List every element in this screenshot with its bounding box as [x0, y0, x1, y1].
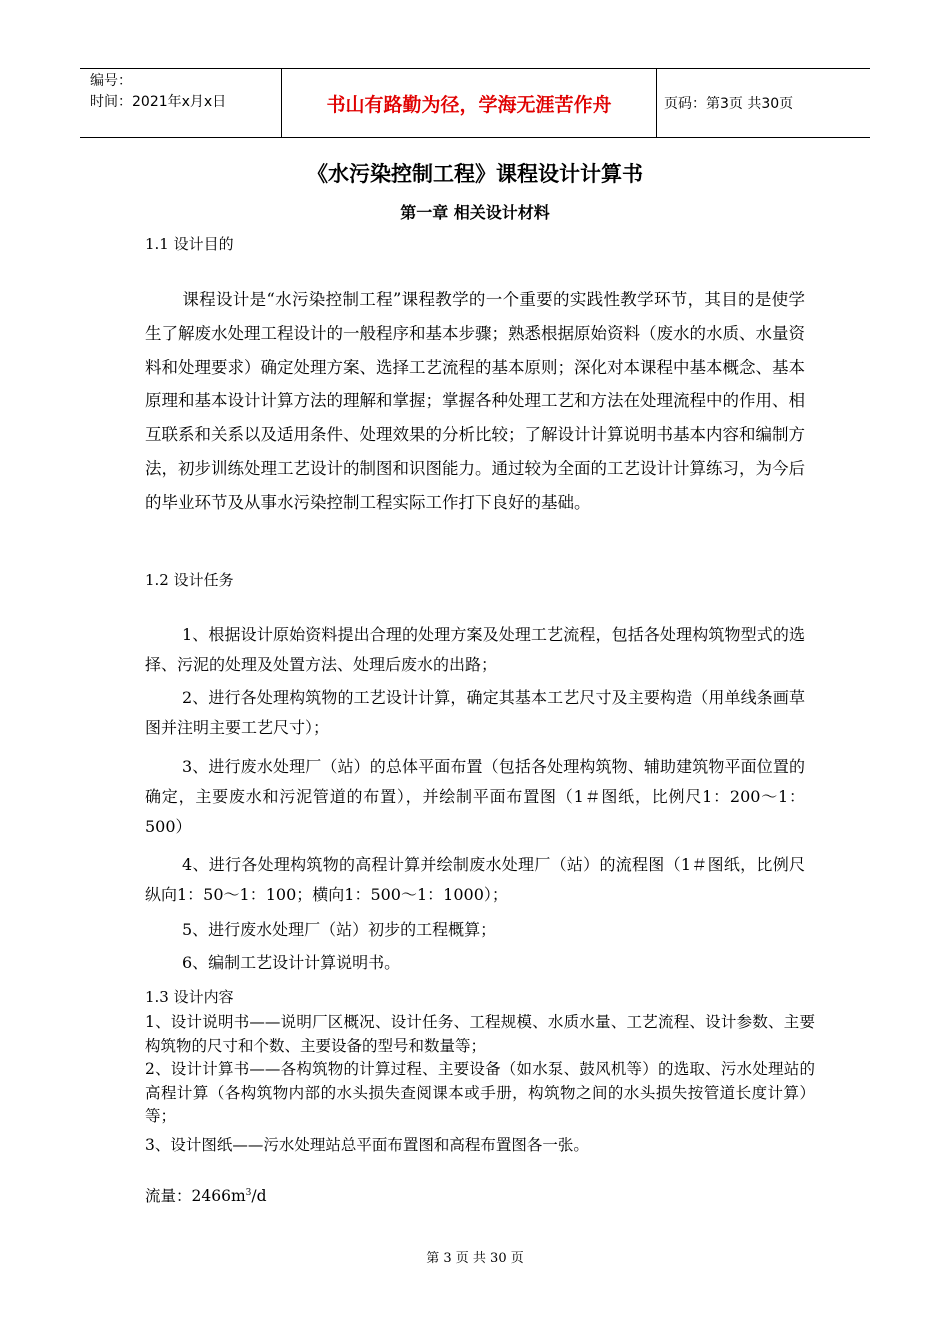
chapter-title: 第一章 相关设计材料 [400, 203, 550, 222]
section-heading-1-3: 1.3 设计内容 [145, 988, 234, 1006]
section-heading-1-2: 1.2 设计任务 [145, 571, 234, 589]
motto: 书山有路勤为径，学海无涯苦作舟 [281, 69, 657, 137]
purpose-text: 课程设计是“水污染控制工程”课程教学的一个重要的实践性教学环节，其目的是使学生了解废水处理工程设计的一般程序和基本步骤；熟悉根据原始资料（废水的水质、水量资料和处理要求）确定处理方案、选择工艺流程的基本原则；深化对本课程中基本概念、基本原理和基本设计计算方法的理解和掌握；掌握各种处理工艺和方法在处理流程中的作用、相互联系和关系以及适用条件、处理效果的分析比较；了解设计计算说明书基本内容和编制方法，初步训练处理工艺设计的制图和识图能力。通过较为全面的工艺设计计算练习，为今后的毕业环节及从事水污染控制工程实际工作打下良好的基础。 [145, 290, 805, 512]
task-item: 4、进行各处理构筑物的高程计算并绘制废水处理厂（站）的流程图（1＃图纸，比例尺纵向1：50～1：100；横向1：500～1：1000）； [145, 855, 805, 904]
task-item: 5、进行废水处理厂（站）初步的工程概算； [182, 920, 497, 939]
number-label: 编号： [90, 73, 132, 89]
time-label: 时间：2021年x月x日 [90, 94, 227, 110]
content-item: 2、设计计算书——各构筑物的计算过程、主要设备（如水泵、鼓风机等）的选取、污水处理站的高程计算（各构筑物内部的水头损失查阅课本或手册，构筑物之间的水头损失按管道长度计算）等； [145, 1060, 815, 1125]
task-item: 6、编制工艺设计计算说明书。 [182, 953, 401, 972]
content-item: 1、设计说明书——说明厂区概况、设计任务、工程规模、水质水量、工艺流程、设计参数、主要构筑物的尺寸和个数、主要设备的型号和数量等； [145, 1013, 815, 1055]
task-item: 1、根据设计原始资料提出合理的处理方案及处理工艺流程，包括各处理构筑物型式的选择、污泥的处理及处置方法、处理后废水的出路； [145, 625, 805, 674]
header-left-cell [80, 69, 281, 137]
task-item: 2、进行各处理构筑物的工艺设计计算，确定其基本工艺尺寸及主要构造（用单线条画草图并注明主要工艺尺寸）； [145, 688, 805, 737]
purpose-paragraph [145, 283, 805, 520]
task-item: 3、进行废水处理厂（站）的总体平面布置（包括各处理构筑物、辅助建筑物平面位置的确定，主要废水和污泥管道的布置），并绘制平面布置图（1＃图纸，比例尺1：200～1：500） [145, 757, 805, 836]
page-footer: 第 3 页 共 30 页 [426, 1251, 524, 1266]
flow-rate: 流量：$2466m^3/d$ [145, 1187, 267, 1205]
header-table [80, 68, 870, 138]
content-item: 3、设计图纸——污水处理站总平面布置图和高程布置图各一张。 [145, 1136, 589, 1154]
document-title: 《水污染控制工程》课程设计计算书 [307, 162, 643, 186]
section-heading-1-1: 1.1 设计目的 [145, 235, 234, 253]
page-info: 页码：第3页 共30页 [664, 96, 794, 112]
